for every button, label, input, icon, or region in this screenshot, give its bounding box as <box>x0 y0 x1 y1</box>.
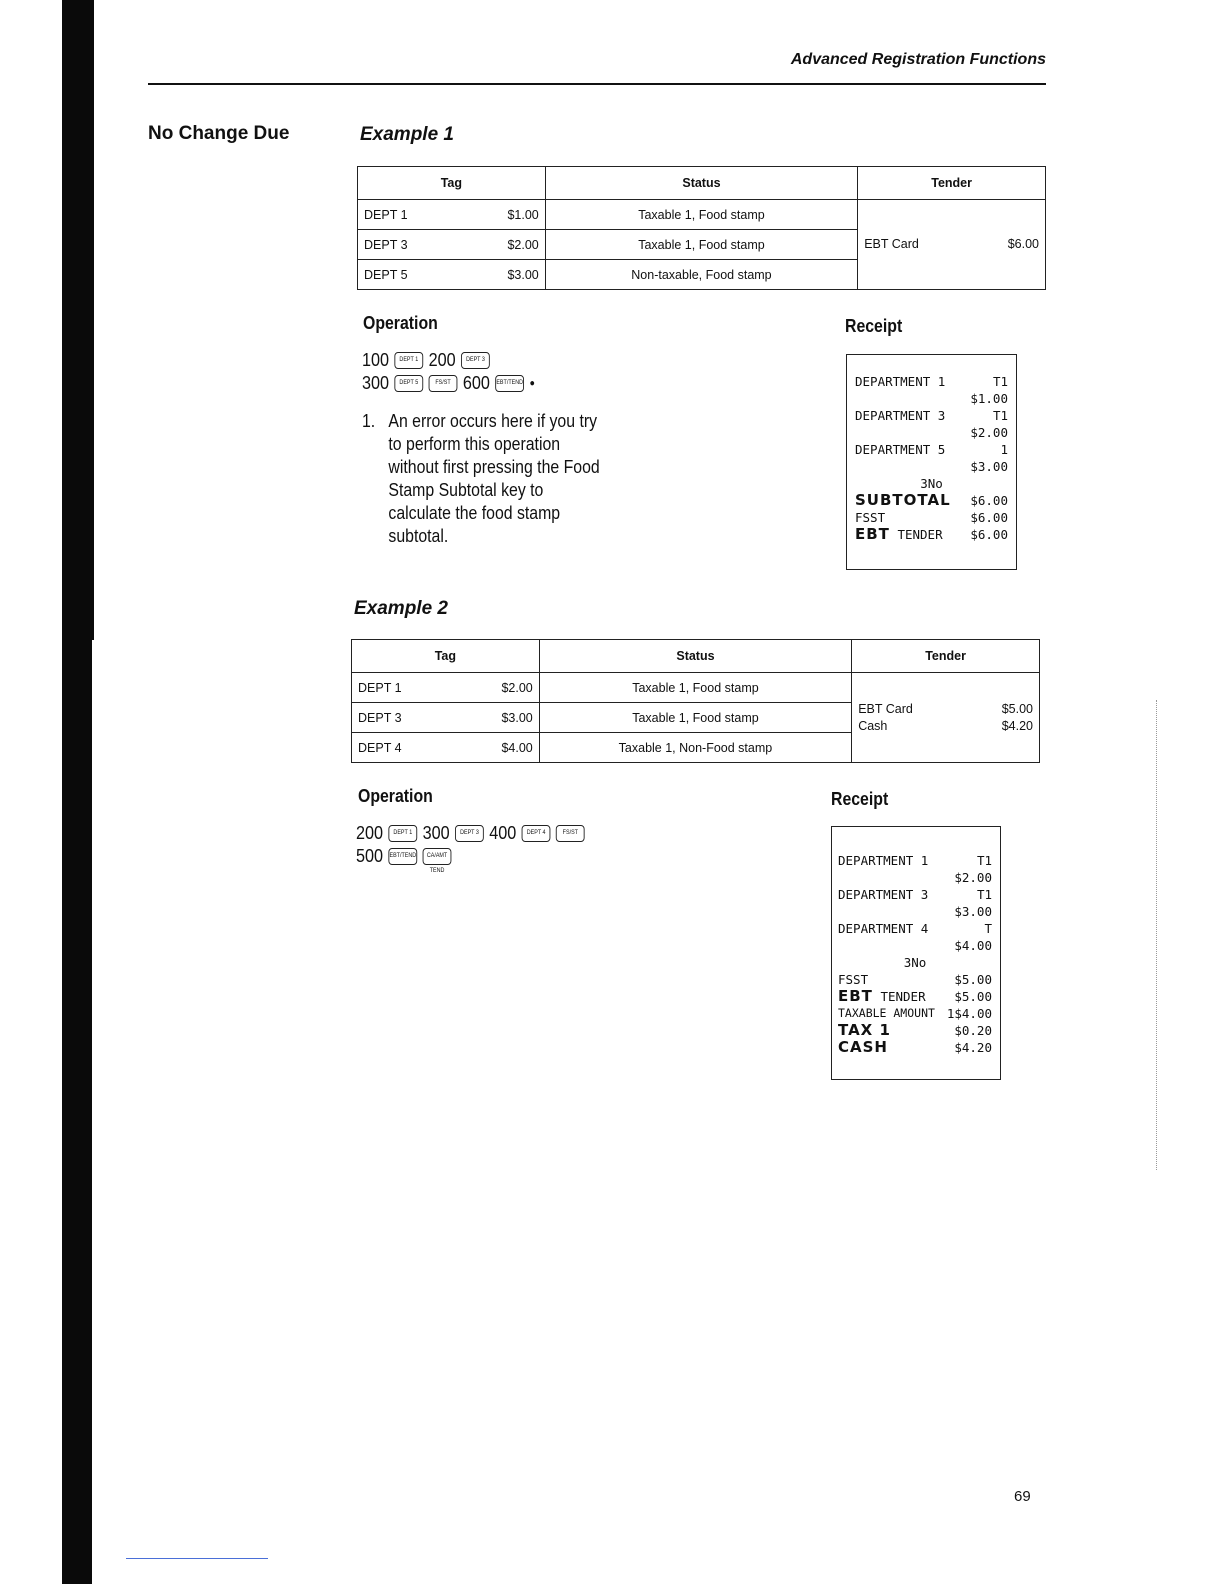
ebt-tend-key: EBT/TEND <box>388 848 417 865</box>
example1-note <box>362 410 608 548</box>
note-text: An error occurs here if you try to perform this operation without first pressing the Food Stamp Subtotal key to calculate the food stamp subtotal. <box>388 411 600 546</box>
receipt-fsst: FSST $5.00 <box>838 972 992 987</box>
dept4-key: DEPT 4 <box>522 825 551 842</box>
receipt-line: $2.00 <box>954 870 992 885</box>
example2-title: Example 2 <box>354 598 448 619</box>
receipt-line: DEPARTMENT 5 1 <box>855 442 1008 457</box>
page-header: Advanced Registration Functions <box>790 51 1046 68</box>
tender-name: Cash <box>858 718 888 733</box>
receipt-count: 3No <box>903 955 927 970</box>
receipt-line: $1.00 <box>970 391 1008 406</box>
status-cell: Taxable 1, Non-Food stamp <box>539 733 851 763</box>
example1-receipt-label: Receipt <box>845 316 903 336</box>
tag-dept: DEPT 3 <box>358 710 402 725</box>
dept3-key: DEPT 3 <box>455 825 484 842</box>
ebt-tend-key: EBT/TEND <box>495 375 524 392</box>
op-amount: 200 <box>356 823 384 843</box>
status-cell: Taxable 1, Food stamp <box>545 230 858 260</box>
op-amount: 200 <box>428 350 456 370</box>
header-rule <box>148 83 1046 85</box>
page-number: 69 <box>1014 1488 1031 1505</box>
tag-amount: $3.00 <box>507 267 539 282</box>
receipt-line: DEPARTMENT 1 T1 <box>855 374 1008 389</box>
receipt-count: 3No <box>920 476 943 491</box>
dept3-key: DEPT 3 <box>461 352 490 369</box>
op-amount: 300 <box>422 823 450 843</box>
header-status: Status <box>539 640 851 673</box>
status-cell: Taxable 1, Food stamp <box>539 673 851 703</box>
header-tender: Tender <box>852 640 1040 673</box>
tender-name: EBT Card <box>858 701 913 716</box>
receipt-line: DEPARTMENT 1 T1 <box>838 853 992 868</box>
op-amount: 600 <box>462 373 490 393</box>
note-number: 1. <box>362 411 376 431</box>
fsst-key: FS/ST <box>429 375 458 392</box>
table-row <box>352 673 1040 703</box>
dept5-key: DEPT 5 <box>394 375 423 392</box>
binding-edge-shadow <box>88 0 94 640</box>
receipt-line: $3.00 <box>954 904 992 919</box>
tag-dept: DEPT 1 <box>364 207 408 222</box>
tag-amount: $4.00 <box>501 740 533 755</box>
tag-amount: $3.00 <box>501 710 533 725</box>
example2-table <box>351 639 1040 763</box>
tender-cell <box>852 673 1040 763</box>
table-header-row <box>352 640 1040 673</box>
example1-receipt <box>846 354 1017 570</box>
op-amount: 100 <box>362 350 390 370</box>
tender-amount: $5.00 <box>1001 701 1033 716</box>
header-tag: Tag <box>352 640 540 673</box>
table-header-row <box>358 167 1046 200</box>
example1-title: Example 1 <box>360 124 454 145</box>
tender-amount: $4.20 <box>1001 718 1033 733</box>
example2-operation-line2 <box>356 846 451 874</box>
tender-name: EBT Card <box>864 237 919 251</box>
table-row <box>358 200 1046 230</box>
receipt-subtotal: SUBTOTAL $6.00 <box>855 491 1008 509</box>
tender-cell <box>858 200 1046 290</box>
status-cell: Taxable 1, Food stamp <box>545 200 858 230</box>
tag-amount: $2.00 <box>501 680 533 695</box>
receipt-tax: TAX 1 $0.20 <box>838 1021 992 1039</box>
tag-dept: DEPT 4 <box>358 740 402 755</box>
fsst-key: FS/ST <box>556 825 585 842</box>
example1-operation-line2 <box>362 373 535 394</box>
receipt-cash: CASH $4.20 <box>838 1038 992 1056</box>
receipt-fsst: FSST $6.00 <box>855 510 1008 525</box>
tender-amount: $6.00 <box>1007 237 1039 251</box>
tag-dept: DEPT 3 <box>364 237 408 252</box>
example2-operation-line1 <box>356 823 585 844</box>
dept1-key: DEPT 1 <box>394 352 423 369</box>
cash-tend-key: CA/AMT TEND <box>423 848 452 865</box>
header-status: Status <box>545 167 858 200</box>
side-heading: No Change Due <box>148 123 290 144</box>
op-amount: 500 <box>356 846 384 866</box>
receipt-line: $3.00 <box>970 459 1008 474</box>
receipt-line: $2.00 <box>970 425 1008 440</box>
footnote-dot-icon: ● <box>529 378 535 389</box>
scan-edge-artifact <box>1156 700 1159 1170</box>
tag-dept: DEPT 1 <box>358 680 402 695</box>
status-cell: Taxable 1, Food stamp <box>539 703 851 733</box>
example2-receipt-label: Receipt <box>831 789 889 809</box>
receipt-ebt-tender: EBT TENDER $5.00 <box>838 987 992 1005</box>
header-tag: Tag <box>358 167 546 200</box>
tag-amount: $1.00 <box>507 207 539 222</box>
op-amount: 300 <box>362 373 390 393</box>
receipt-line: $4.00 <box>954 938 992 953</box>
example1-operation-label: Operation <box>363 313 438 333</box>
status-cell: Non-taxable, Food stamp <box>545 260 858 290</box>
tag-dept: DEPT 5 <box>364 267 408 282</box>
example2-operation-label: Operation <box>358 786 433 806</box>
receipt-line: DEPARTMENT 3 T1 <box>855 408 1008 423</box>
dept1-key: DEPT 1 <box>388 825 417 842</box>
example1-operation-line1 <box>362 350 490 371</box>
op-amount: 400 <box>489 823 517 843</box>
example2-receipt <box>831 826 1001 1080</box>
receipt-line: DEPARTMENT 4 T <box>838 921 992 936</box>
receipt-taxable-amount: TAXABLE AMOUNT 1$4.00 <box>838 1006 992 1021</box>
example1-table <box>357 166 1046 290</box>
receipt-line: DEPARTMENT 3 T1 <box>838 887 992 902</box>
receipt-ebt-tender: EBT TENDER $6.00 <box>855 525 1008 543</box>
header-tender: Tender <box>858 167 1046 200</box>
tag-amount: $2.00 <box>507 237 539 252</box>
footer-link-underline <box>126 1558 268 1559</box>
